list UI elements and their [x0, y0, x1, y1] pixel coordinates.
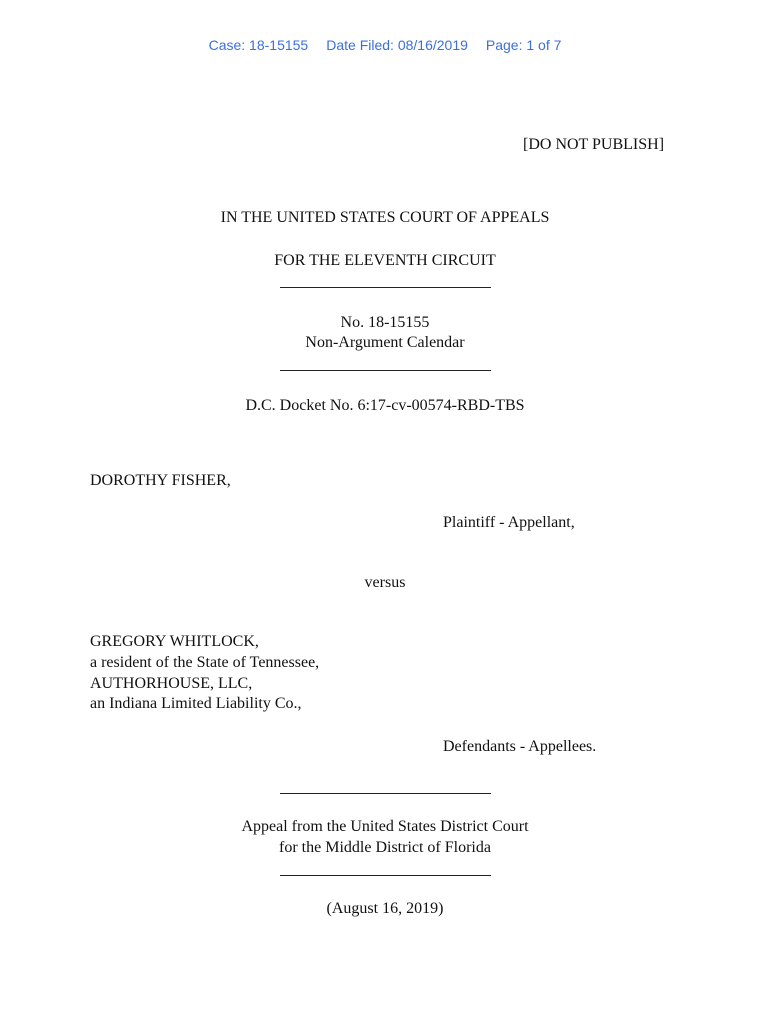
divider-rule — [280, 793, 491, 794]
versus-label: versus — [364, 574, 406, 591]
publish-note: [DO NOT PUBLISH] — [523, 136, 665, 153]
circuit-name: FOR THE ELEVENTH CIRCUIT — [274, 252, 496, 269]
defendants-role: Defendants - Appellees. — [443, 738, 597, 755]
case-header-stamp — [0, 37, 770, 53]
docket-number: D.C. Docket No. 6:17-cv-00574-RBD-TBS — [245, 397, 525, 414]
page-count-stamp: Page: 1 of 7 — [485, 37, 562, 53]
case-number: No. 18-15155 — [340, 314, 430, 331]
plaintiff-name: DOROTHY FISHER, — [90, 472, 231, 489]
divider-rule — [280, 370, 491, 371]
decision-date: (August 16, 2019) — [326, 900, 444, 917]
defendant-line: AUTHORHOUSE, LLC, — [90, 675, 253, 692]
defendant-line: a resident of the State of Tennessee, — [90, 654, 320, 671]
court-name: IN THE UNITED STATES COURT OF APPEALS — [220, 209, 550, 226]
calendar-type: Non-Argument Calendar — [305, 334, 465, 351]
appeal-source: Appeal from the United States District Court — [241, 818, 529, 835]
plaintiff-role: Plaintiff - Appellant, — [443, 514, 575, 531]
appeal-district: for the Middle District of Florida — [279, 839, 491, 856]
date-filed-stamp: Date Filed: 08/16/2019 — [326, 37, 468, 53]
defendant-line: an Indiana Limited Liability Co., — [90, 695, 302, 712]
defendant-line: GREGORY WHITLOCK, — [90, 633, 259, 650]
divider-rule — [280, 287, 491, 288]
case-number-stamp: Case: 18-15155 — [208, 37, 309, 53]
divider-rule — [280, 875, 491, 876]
